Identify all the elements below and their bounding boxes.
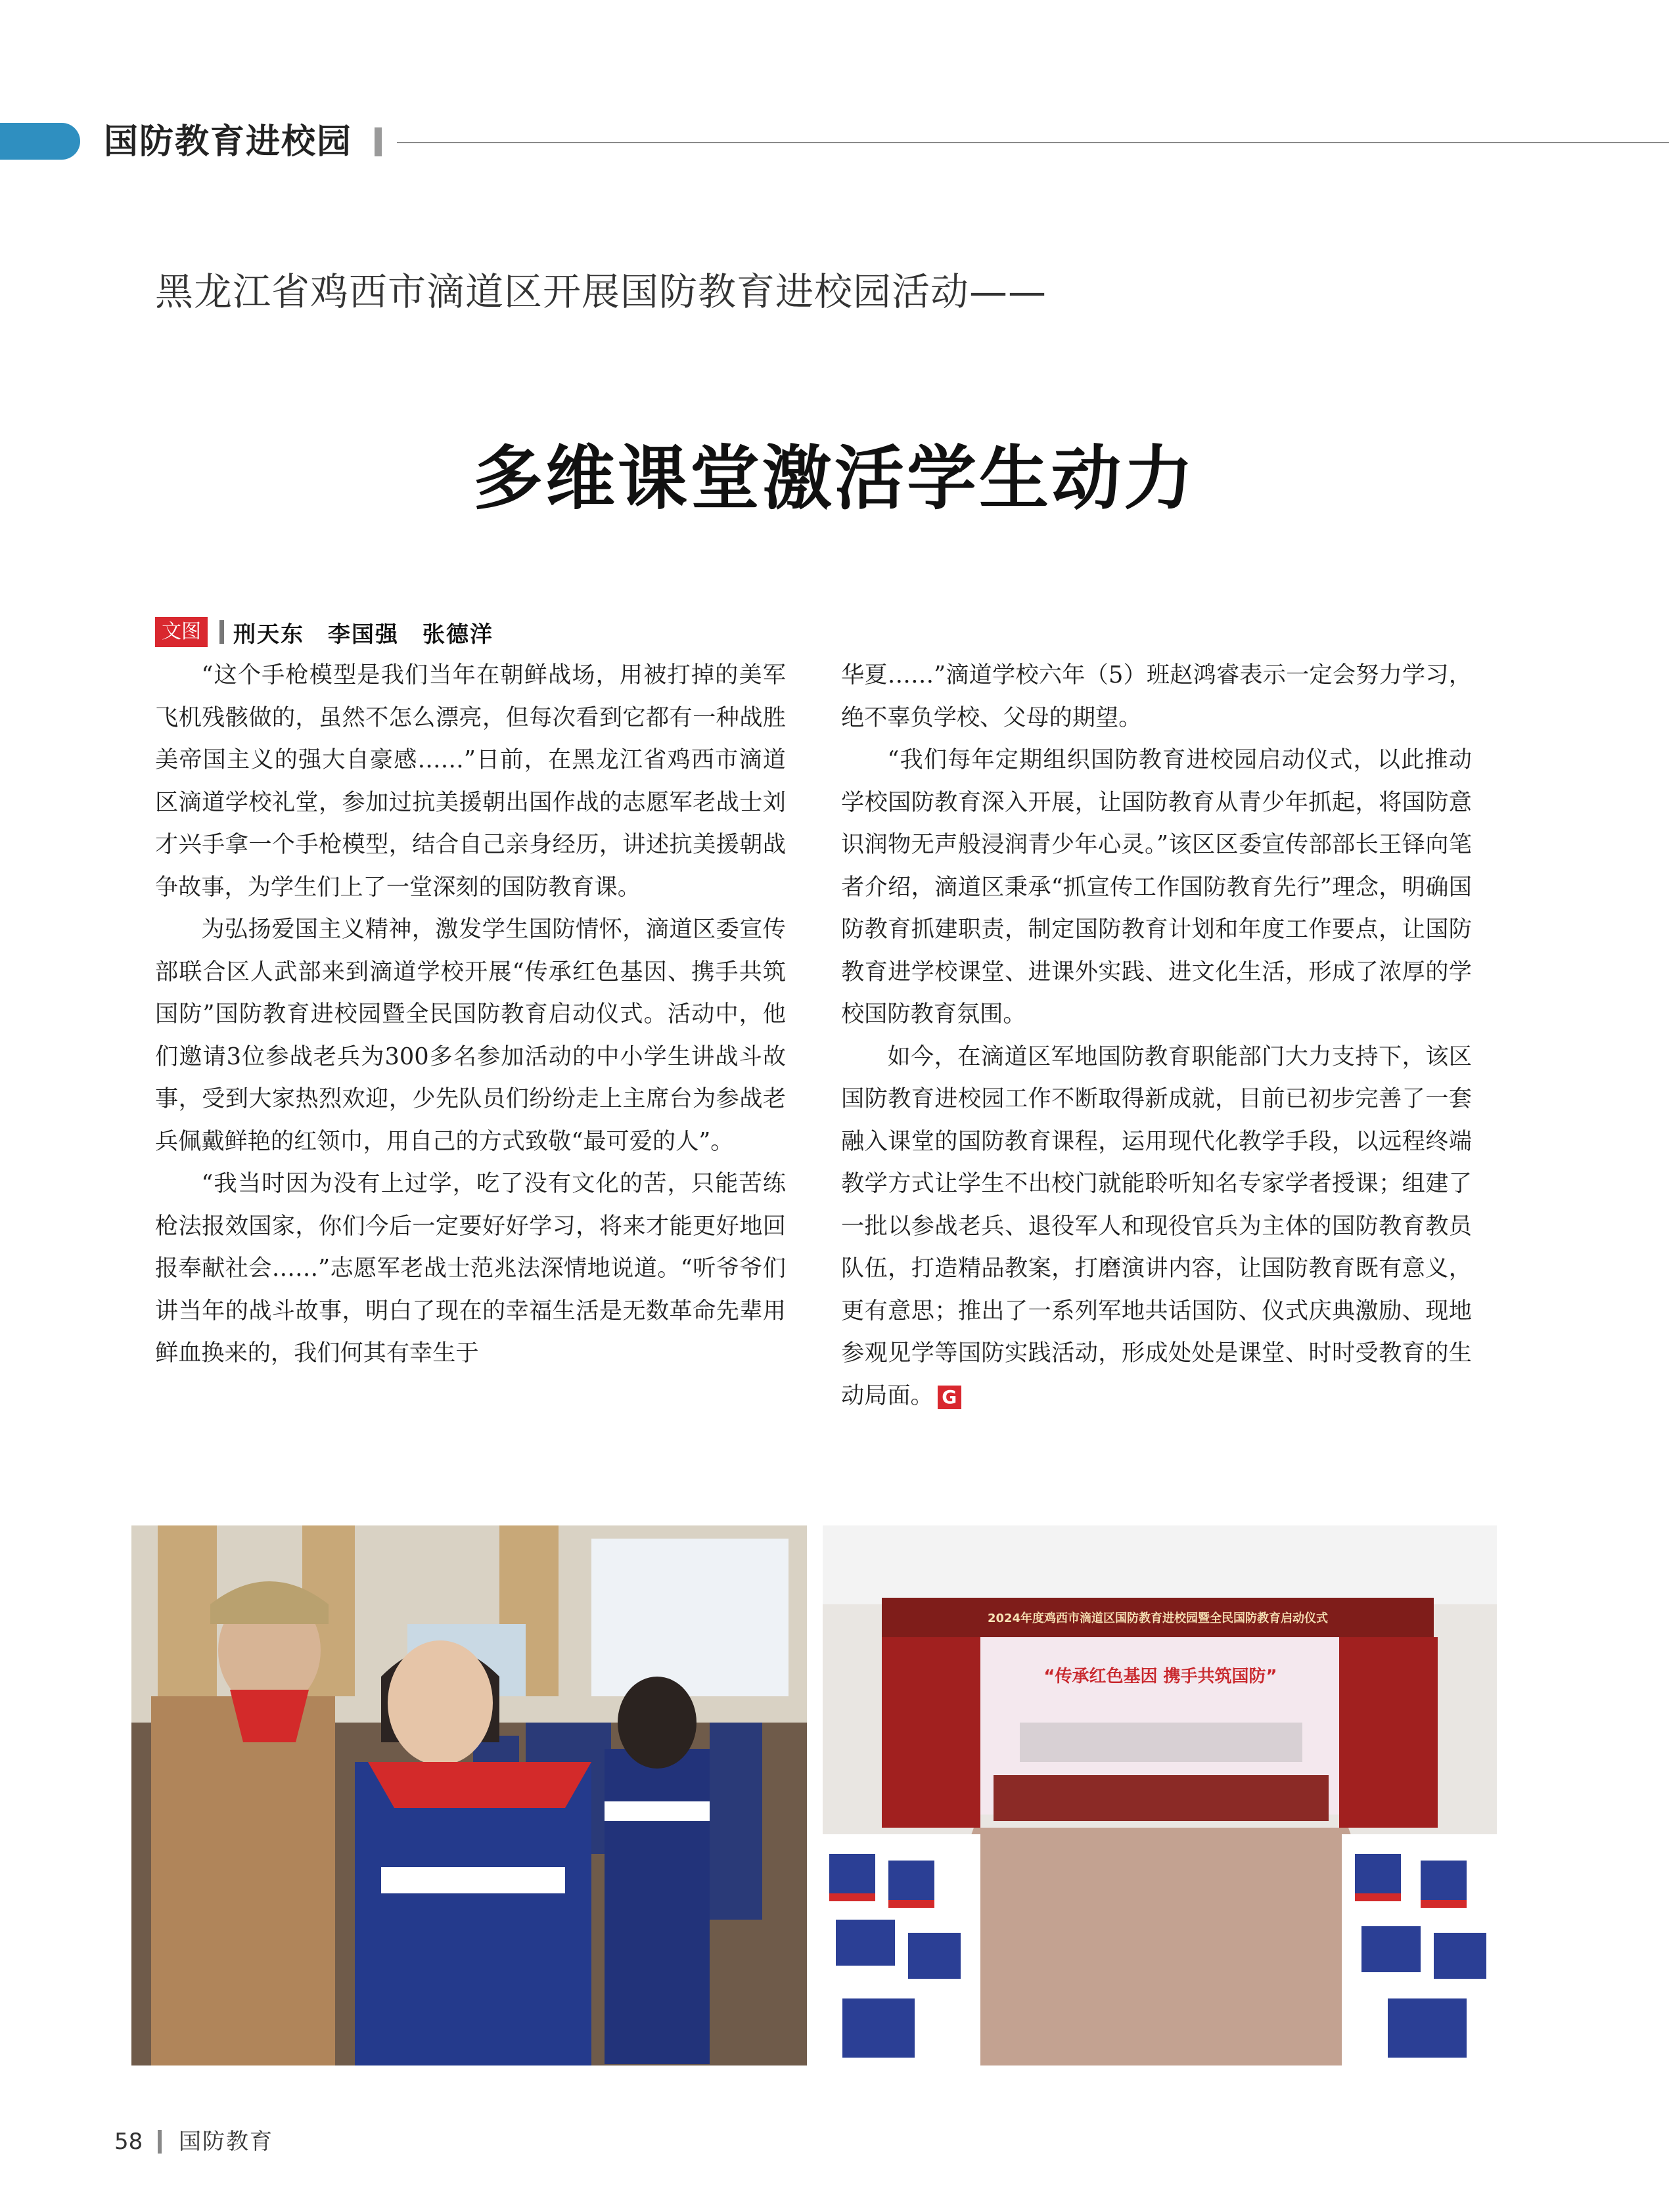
article-subtitle: 黑龙江省鸡西市滴道区开展国防教育进校园活动——: [155, 269, 1047, 314]
section-tab-marker: [0, 123, 80, 160]
byline-tag: 文图: [155, 617, 208, 647]
magazine-name: 国防教育: [179, 2129, 273, 2155]
paragraph: “这个手枪模型是我们当年在朝鲜战场，用被打掉的美军飞机残骸做的，虽然不怎么漂亮，但每次看到它都有一种战胜美帝国主义的强大自豪感……”日前，在黑龙江省鸡西市滴道区滴道学校礼堂，参加过抗美援朝出国作战的志愿军老战士刘才兴手拿一个手枪模型，结合自己亲身经历，讲述抗美援朝战争故事，为学生们上了一堂深刻的国防教育课。: [155, 662, 786, 901]
left-column: [155, 654, 786, 1375]
page-number: 58: [114, 2129, 143, 2155]
paragraph-text: 如今，在滴道区军地国防教育职能部门大力支持下，该区国防教育进校园工作不断取得新成就，目前已初步完善了一套融入课堂的国防教育课程，运用现代化教学手段，以远程终端教学方式让学生不出校门就能聆听知名专家学者授课；组建了一批以参战老兵、退役军人和现役官兵为主体的国防教育教员队伍，打造精品教案，打磨演讲内容，让国防教育既有意义，更有意思；推出了一系列军地共话国防、仪式庆典激励、现地参观见学等国防实践活动，形成处处是课堂、时时受教育的生动局面。: [841, 1043, 1472, 1409]
paragraph: [841, 1036, 1472, 1418]
paragraph: “我当时因为没有上过学，吃了没有文化的苦，只能苦练枪法报效国家，你们今后一定要好好学习，将来才能更好地回报奉献社会……”志愿军老战士范兆法深情地说道。“听爷爷们讲当年的战斗故事，明白了现在的幸福生活是无数革命先辈用鲜血换来的，我们何其有幸生于: [155, 1170, 786, 1366]
article-title: 多维课堂激活学生动力: [473, 438, 1196, 519]
photo-veteran-illustration: [131, 1525, 807, 2065]
photo-auditorium-ceremony: [823, 1525, 1497, 2065]
byline-authors: 刑天东 李国强 张德洋: [233, 621, 493, 648]
paragraph: “我们每年定期组织国防教育进校园启动仪式，以此推动学校国防教育深入开展，让国防教育从青少年抓起，将国防意识润物无声般浸润青少年心灵。”该区区委宣传部部长王铎向笔者介绍，滴道区秉承“抓宣传工作国防教育先行”理念，明确国防教育抓建职责，制定国防教育计划和年度工作要点，让国防教育进学校课堂、进课外实践、进文化生活，形成了浓厚的学校国防教育氛围。: [841, 746, 1472, 1027]
section-title-bar: [375, 127, 382, 156]
end-mark-icon: G: [938, 1386, 961, 1409]
stage-slogan-text: “传承红色基因 携手共筑国防”: [1043, 1667, 1277, 1686]
paragraph: 为弘扬爱国主义精神，激发学生国防情怀，滴道区委宣传部联合区人武部来到滴道学校开展“传承红色基因、携手共筑国防”国防教育进校园暨全民国防教育启动仪式。活动中，他们邀请3位参战老兵为300多名参加活动的中小学生讲战斗故事，受到大家热烈欢迎，少先队员们纷纷走上主席台为参战老兵佩戴鲜艳的红领巾，用自己的方式致敬“最可爱的人”。: [155, 916, 786, 1155]
right-column: [841, 654, 1472, 1417]
photo-veteran-receiving-scarf: [131, 1525, 807, 2065]
footer-separator: [158, 2130, 162, 2154]
byline-separator: [219, 620, 224, 644]
paragraph-continuation: 华夏……”滴道学校六年（5）班赵鸿睿表示一定会努力学习，绝不辜负学校、父母的期望。: [841, 662, 1472, 731]
byline: [155, 615, 493, 649]
stage-banner-text: 2024年度鸡西市滴道区国防教育进校园暨全民国防教育启动仪式: [987, 1612, 1329, 1625]
section-title: 国防教育进校园: [104, 122, 353, 162]
header-rule: [397, 142, 1669, 143]
